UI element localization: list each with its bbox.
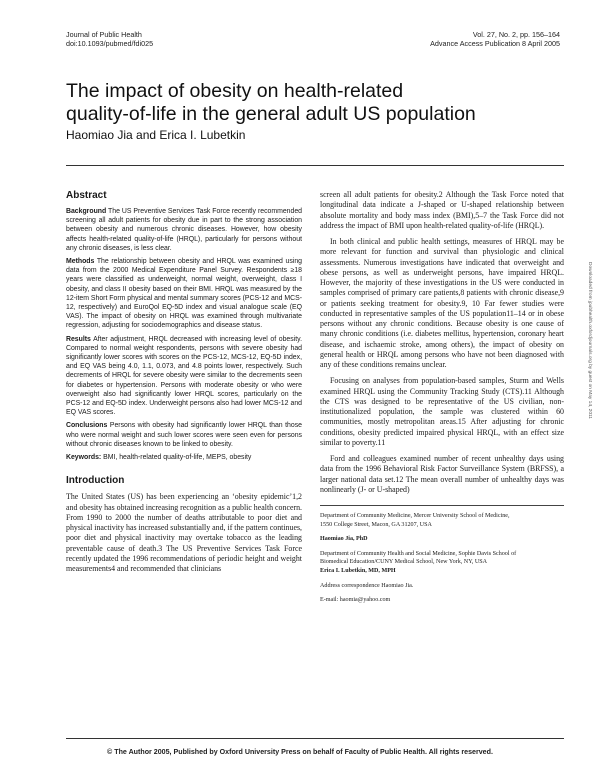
background-text: The US Preventive Services Task Force recently recommended screening all adult patients for obesity due in part to the strong association between obesity and numerous chronic diseases. However, how obesity affects health-related quality-of-life (HRQL), particularly for persons without any chronic diseases, is less clear.: [66, 208, 302, 252]
body-paragraph-4: Ford and colleagues examined number of recent unhealthy days using data from the 1996 Behavioral Risk Factor Surveillance System (BRFSS), a larger national data set.12 The mean overall number of unhealthy days was nonlinearly (J- or U-shaped): [320, 454, 564, 494]
methods-text: The relationship between obesity and HRQL was examined using data from the 2000 Medical Expenditure Panel Survey. Respondents ≥18 years were classified as underweight, normal weight, overweight, class I obesity, and class II obesity based on their BMI. HRQL was measured by the 12-item Short Form physical and mental summary scores (PCS-12 and MCS-12, respectively) and EuroQol EQ-5D index and visual analogue scale (EQ VAS). The impact of obesity on HRQL was examined through multivariate regression, adjusting for sociodemographics and disease status.: [66, 258, 302, 330]
abstract-methods: [66, 257, 302, 331]
correspondence-note: Address correspondence Haomiao Jia.: [320, 582, 414, 589]
author-1-name: Haomiao Jia, PhD: [320, 536, 368, 543]
affiliations-block: [320, 512, 564, 605]
title-divider: [66, 165, 564, 166]
abstract-heading: Abstract: [66, 190, 107, 201]
journal-name: Journal of Public Health: [66, 30, 142, 39]
affiliation-2-line-2: Biomedical Education/CUNY Medical School, New York, NY, USA: [320, 559, 488, 566]
copyright-footer: © The Author 2005, Published by Oxford University Press on behalf of Faculty of Public Health. All rights reserved.: [107, 748, 493, 756]
results-text: After adjustment, HRQL decreased with increasing level of obesity. Compared to normal weight respondents, persons with severe obesity had significantly lower scores with scores on the PCS-12, MCS-12, EQ-5D index, and EQ VAS being 4.0, 1.1, 0.073, and 4.8 points lower, respectively. Such decrements of HRQL for severe obesity were similar to the decrements seen for diabetes or hypertension. Persons with moderate obesity or who were overweight also had significantly lower HRQL scores, particularly on the PCS-12 and EQ-5D index. Underweight persons also had lower MCS-12 and EQ VAS scores.: [66, 335, 302, 417]
doi-text: doi:10.1093/pubmed/fdi025: [66, 39, 154, 48]
keywords-label: Keywords:: [66, 454, 102, 462]
left-column: [66, 190, 302, 574]
results-label: Results: [66, 335, 91, 343]
methods-label: Methods: [66, 258, 95, 266]
introduction-text: The United States (US) has been experiencing an ‘obesity epidemic’1,2 and obesity has obtained increasing recognition as a public health concern. From 1990 to 2000 the number of deaths attributable to poor diet and physical inactivity has increased substantially and, if the pattern continues, poor diet and physical inactivity may overtake tobacco as the leading preventable cause of death.3 The US Preventive Services Task Force recently updated the 1996 recommendations of periodic height and weight measurements4 and recommended that clinicians: [66, 492, 302, 574]
background-label: Background: [66, 208, 107, 215]
body-paragraph-1: screen all adult patients for obesity.2 Although the Task Force noted that longitudinal data indicate a J-shaped or U-shaped relationship between absolute mortality and body mass index (BMI),5–7 the Task Force did not address the impact of BMI upon health-related quality-of-life (HRQL).: [320, 190, 564, 230]
footer-divider: [66, 738, 564, 739]
right-column: [320, 190, 564, 605]
volume-info: Vol. 27, No. 2, pp. 156–164: [472, 30, 560, 39]
affiliation-1-line-2: 1550 College Street, Macon, GA 31207, USA: [320, 521, 432, 528]
access-info: Advance Access Publication 8 April 2005: [430, 39, 560, 48]
paper-title: [66, 80, 566, 126]
affiliation-2-line-1: Department of Community Health and Social Medicine, Sophie Davis School of: [320, 550, 517, 557]
journal-header-left: [66, 30, 153, 48]
conclusions-text: Persons with obesity had significantly lower HRQL than those who were normal weight and such lower scores were seen even for persons without chronic diseases known to be linked to obesity.: [66, 422, 302, 448]
correspondence-email[interactable]: E-mail: haomia@yahoo.com: [320, 597, 391, 604]
abstract-keywords: [66, 453, 302, 462]
abstract-conclusions: [66, 421, 302, 449]
abstract-background: [66, 207, 302, 253]
author-2-name: Erica I. Lubetkin, MD, MPH: [320, 567, 396, 574]
conclusions-label: Conclusions: [66, 422, 108, 430]
download-stamp: [585, 262, 593, 622]
paper-authors: Haomiao Jia and Erica I. Lubetkin: [66, 128, 246, 142]
affiliation-1-line-1: Department of Community Medicine, Mercer University School of Medicine,: [320, 513, 510, 519]
introduction-heading: Introduction: [66, 475, 125, 487]
body-paragraph-2: In both clinical and public health settings, measures of HRQL may be more relevant for function and survival than physiologic and clinical assessments. Numerous investigations have indicated that overweight and obese persons, as well as underweight persons, have impaired HRQL. However, the majority of these investigations in the US were conducted in samples comprised of primary care patients,8 patients with chronic disease,9 or patients seeking treatment for obesity.9, 10 Far fewer studies were conducted in representative samples of the US population11–14 or in obese persons without any chronic conditions. Because obesity is one cause of many chronic conditions (i.e. diabetes mellitus, hypertension, coronary heart disease, and ischaemic stroke, among others), the impact of obesity on general health or HRQL among persons who have not been diagnosed with any of these conditions remains unclear.: [320, 237, 564, 369]
abstract-results: [66, 335, 302, 418]
journal-header-right: [430, 30, 560, 48]
download-stamp-text: Downloaded from jpubhealth.oxfordjournals.org by guest on May 14, 2011: [587, 262, 592, 419]
title-line-1: The impact of obesity on health-related: [66, 80, 404, 102]
body-paragraph-3: Focusing on analyses from population-based samples, Sturm and Wells examined HRQL using the Community Tracking Study (CTS).11 Although the CTS was designed to be representative of the US civilian, non-institutionalized population, the sample was clustered within 60 communities, mostly metropolitan areas.15 After adjusting for chronic conditions, obesity predicted impaired physical HRQL, with an effect size similar to poverty.11: [320, 376, 564, 447]
title-line-2: quality-of-life in the general adult US population: [66, 103, 476, 125]
keywords-text: BMI, health-related quality-of-life, MEPS, obesity: [101, 454, 252, 462]
